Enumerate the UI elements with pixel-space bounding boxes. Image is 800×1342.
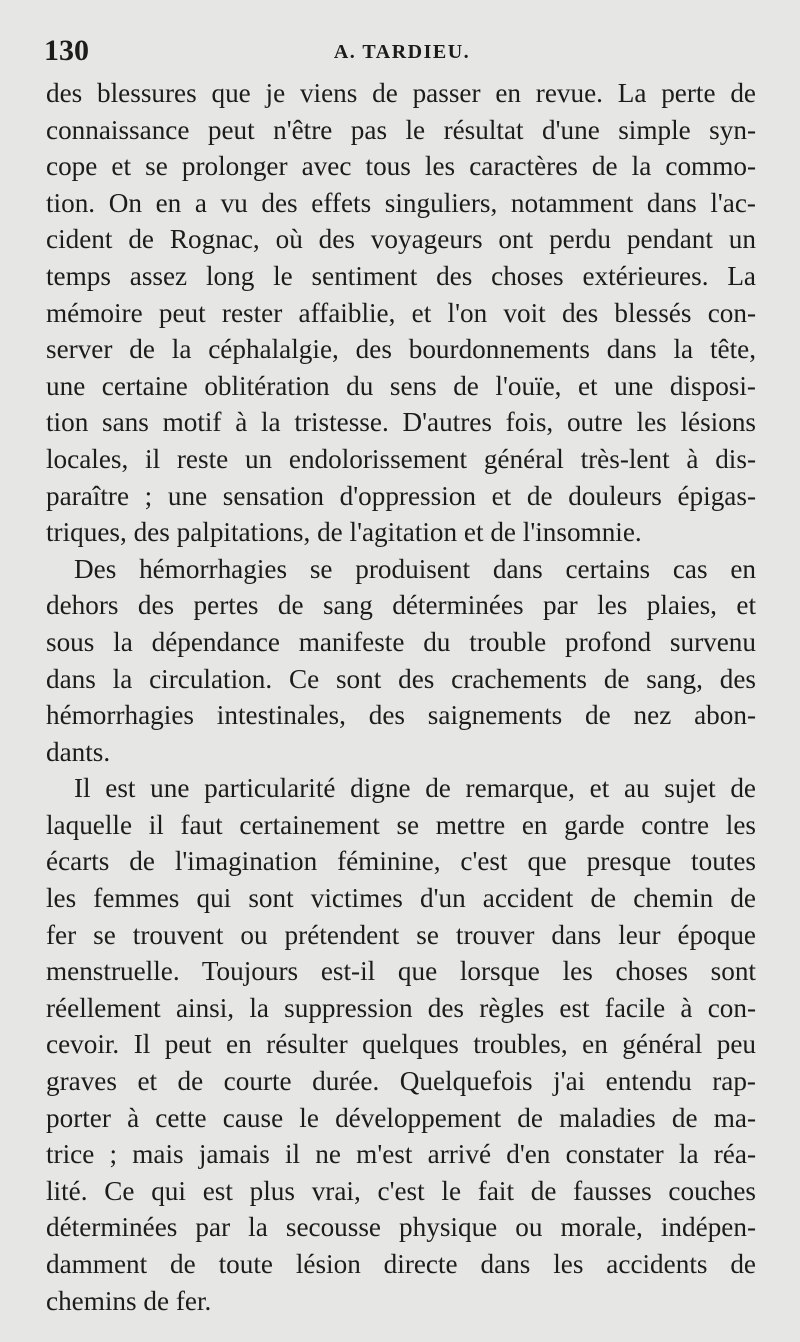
text-line: des blessures que je viens de passer en revue. La perte de <box>46 78 756 108</box>
page-number: 130 <box>44 34 89 67</box>
paragraph <box>46 770 756 1319</box>
text-line: menstruelle. Toujours est-il que lorsque les choses sont <box>46 956 756 987</box>
text-line: damment de toute lésion directe dans les accidents de <box>46 1249 756 1279</box>
text-line: dehors des pertes de sang déterminées par les plaies, et <box>46 590 756 621</box>
text-line: dans la circulation. Ce sont des crachements de sang, des <box>46 663 756 694</box>
text-line: déterminées par la secousse physique ou morale, indépen- <box>46 1212 756 1243</box>
text-line: une certaine oblitération du sens de l'ouïe, et une disposi- <box>46 370 756 401</box>
running-title: A. TARDIEU. <box>333 41 471 63</box>
text-line: cevoir. Il peut en résulter quelques troubles, en général peu <box>46 1029 756 1060</box>
text-line: graves et de courte durée. Quelquefois j'ai entendu rap- <box>46 1066 756 1097</box>
text-line: server de la céphalalgie, des bourdonnements dans la tête, <box>46 334 756 365</box>
text-line: écarts de l'imagination féminine, c'est que presque toutes <box>46 846 756 877</box>
text-line: cident de Rognac, où des voyageurs ont perdu pendant un <box>46 224 756 255</box>
text-line: mémoire peut rester affaiblie, et l'on voit des blessés con- <box>46 297 756 328</box>
text-line: tion. On en a vu des effets singuliers, notamment dans l'ac- <box>46 187 756 218</box>
text-line: triques, des palpitations, de l'agitation et de l'insomnie. <box>46 517 642 548</box>
body-text <box>46 75 756 1319</box>
text-line: hémorrhagies intestinales, des saignements de nez abon- <box>46 700 756 731</box>
text-line: dants. <box>46 736 111 767</box>
text-line: trice ; mais jamais il ne m'est arrivé d'en constater la réa- <box>46 1139 756 1170</box>
text-line: fer se trouvent ou prétendent se trouver dans leur époque <box>46 919 756 950</box>
text-line: les femmes qui sont victimes d'un accident de chemin de <box>46 883 756 914</box>
text-line: sous la dépendance manifeste du trouble profond survenu <box>46 626 756 657</box>
text-line: cope et se prolonger avec tous les caractères de la commo- <box>46 151 756 182</box>
text-line: lité. Ce qui est plus vrai, c'est le fait de fausses couches <box>46 1175 756 1206</box>
text-line: temps assez long le sentiment des choses extérieures. La <box>46 260 756 291</box>
text-line: Des hémorrhagies se produisent dans certains cas en <box>74 553 756 584</box>
paragraph <box>46 551 756 771</box>
paragraph <box>46 75 756 551</box>
text-line: réellement ainsi, la suppression des règles est facile à con- <box>46 992 756 1023</box>
text-line: porter à cette cause le développement de maladies de ma- <box>46 1102 756 1133</box>
text-line: laquelle il faut certainement se mettre en garde contre les <box>46 809 756 840</box>
text-line: chemins de fer. <box>46 1285 212 1316</box>
text-line: Il est une particularité digne de remarque, et au sujet de <box>74 773 756 804</box>
text-line: paraître ; une sensation d'oppression et de douleurs épigas- <box>46 480 756 511</box>
text-line: locales, il reste un endolorissement général très-lent à dis- <box>46 443 756 474</box>
text-line: connaissance peut n'être pas le résultat d'une simple syn- <box>46 114 756 145</box>
page-header <box>44 34 760 68</box>
text-line: tion sans motif à la tristesse. D'autres fois, outre les lésions <box>46 407 756 438</box>
